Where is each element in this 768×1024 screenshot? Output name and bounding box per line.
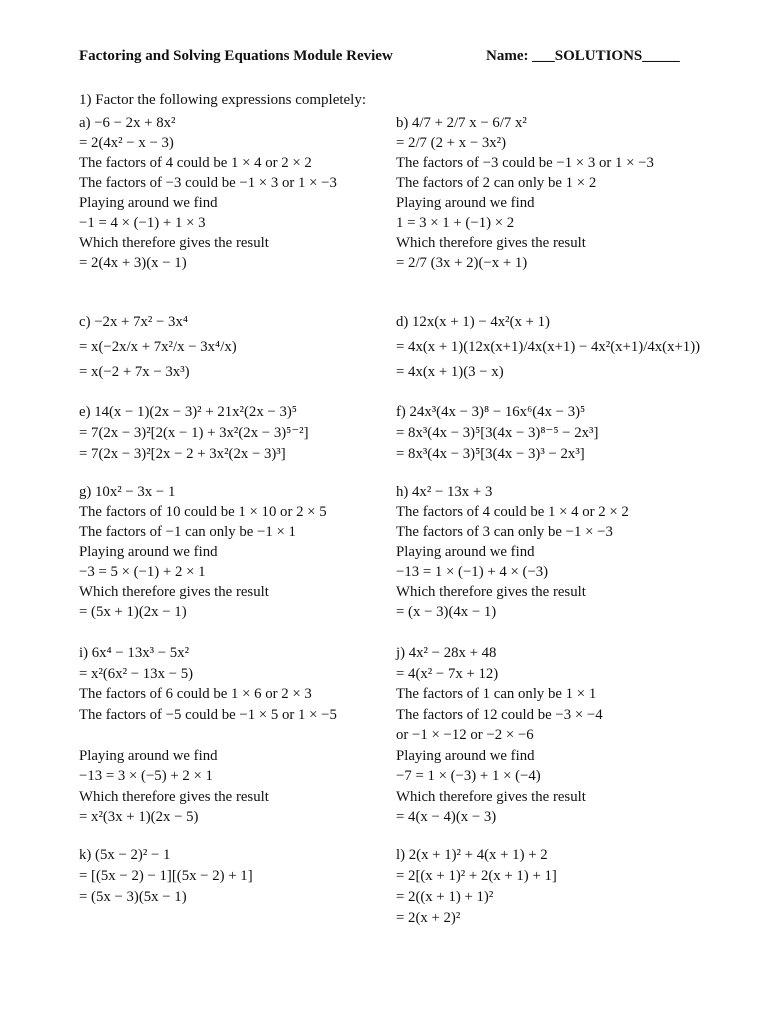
problem-j-line: The factors of 1 can only be 1 × 1	[396, 686, 597, 702]
problem-l-line: = 2[(x + 1)² + 2(x + 1) + 1]	[396, 868, 557, 884]
problem-a-line: a) −6 − 2x + 8x²	[79, 115, 176, 131]
problem-a-line: Which therefore gives the result	[79, 235, 269, 251]
problem-a-line: = 2(4x + 3)(x − 1)	[79, 255, 187, 271]
problem-c-line: = x(−2 + 7x − 3x³)	[79, 364, 190, 380]
problem-b-line: 1 = 3 × 1 + (−1) × 2	[396, 215, 515, 231]
problem-f-line: f) 24x³(4x − 3)⁸ − 16x⁶(4x − 3)⁵	[396, 404, 586, 420]
problem-j-line: Playing around we find	[396, 747, 535, 764]
problem-e-line: e) 14(x − 1)(2x − 3)² + 21x²(2x − 3)⁵	[79, 404, 297, 420]
problem-b-line: = 2/7 (3x + 2)(−x + 1)	[396, 255, 528, 271]
problem-j-line: The factors of 12 could be −3 × −4	[396, 706, 603, 723]
problem-j-line: = 4(x − 4)(x − 3)	[396, 809, 497, 825]
problem-j-line: −7 = 1 × (−3) + 1 × (−4)	[396, 768, 541, 784]
problem-h-line: = (x − 3)(4x − 1)	[396, 604, 497, 620]
problem-b-line: Playing around we find	[396, 195, 535, 211]
problem-g-line: −3 = 5 × (−1) + 2 × 1	[79, 564, 206, 580]
problem-h-line: The factors of 4 could be 1 × 4 or 2 × 2	[396, 504, 629, 520]
problem-j-line: = 4(x² − 7x + 12)	[396, 665, 499, 682]
problem-g-line: g) 10x² − 3x − 1	[79, 484, 176, 500]
problem-a-line: The factors of −3 could be −1 × 3 or 1 × −3	[79, 175, 337, 191]
problem-g-line: = (5x + 1)(2x − 1)	[79, 604, 187, 620]
problem-a-line: The factors of 4 could be 1 × 4 or 2 × 2	[79, 155, 312, 171]
problem-g-line: The factors of −1 can only be −1 × 1	[79, 524, 296, 540]
problem-d-line: = 4x(x + 1)(12x(x+1)/4x(x+1) − 4x²(x+1)/4x(x+1))	[396, 339, 701, 355]
problem-i-line: −13 = 3 × (−5) + 2 × 1	[79, 768, 213, 784]
problem-a-line: = 2(4x² − x − 3)	[79, 135, 174, 151]
problem-i-line: = x²(3x + 1)(2x − 5)	[79, 809, 199, 825]
problem-a-line: Playing around we find	[79, 195, 218, 211]
problem-i-line: Playing around we find	[79, 747, 218, 764]
problem-e-line: = 7(2x − 3)²[2x − 2 + 3x²(2x − 3)³]	[79, 446, 286, 462]
problem-g-line: The factors of 10 could be 1 × 10 or 2 × 5	[79, 504, 327, 520]
problem-h-line: h) 4x² − 13x + 3	[396, 484, 493, 500]
problem-k-line: = [(5x − 2) − 1][(5x − 2) + 1]	[79, 868, 253, 884]
problem-h-line: −13 = 1 × (−1) + 4 × (−3)	[396, 564, 549, 580]
worksheet-title: Factoring and Solving Equations Module Review	[79, 48, 393, 64]
problem-d-line: d) 12x(x + 1) − 4x²(x + 1)	[396, 314, 550, 330]
problem-a-line: −1 = 4 × (−1) + 1 × 3	[79, 215, 206, 231]
problem-j-line: j) 4x² − 28x + 48	[396, 645, 497, 661]
problem-b-line: The factors of 2 can only be 1 × 2	[396, 175, 597, 191]
problem-h-line: Which therefore gives the result	[396, 584, 586, 600]
problem-e-line: = 7(2x − 3)²[2(x − 1) + 3x²(2x − 3)⁵⁻²]	[79, 425, 309, 441]
problem-l-line: = 2((x + 1) + 1)²	[396, 889, 494, 905]
problem-k-line: k) (5x − 2)² − 1	[79, 847, 171, 863]
problem-i-line: Which therefore gives the result	[79, 788, 269, 805]
problem-i-line: The factors of −5 could be −1 × 5 or 1 × −5	[79, 706, 337, 723]
problem-i-line: = x²(6x² − 13x − 5)	[79, 665, 194, 682]
problem-b-line: Which therefore gives the result	[396, 235, 586, 251]
name-field: Name: ___SOLUTIONS_____	[486, 48, 680, 64]
problem-g-line: Playing around we find	[79, 544, 218, 560]
problem-f-line: = 8x³(4x − 3)⁵[3(4x − 3)⁸⁻⁵ − 2x³]	[396, 425, 599, 441]
problem-c-line: = x(−2x/x + 7x²/x − 3x⁴/x)	[79, 339, 237, 355]
problem-j-line: Which therefore gives the result	[396, 788, 586, 805]
problem-f-line: = 8x³(4x − 3)⁵[3(4x − 3)³ − 2x³]	[396, 446, 585, 462]
problem-h-line: Playing around we find	[396, 544, 535, 560]
problem-j-line: or −1 × −12 or −2 × −6	[396, 727, 534, 743]
problem-k-line: = (5x − 3)(5x − 1)	[79, 889, 187, 905]
problem-b-line: = 2/7 (2 + x − 3x²)	[396, 135, 507, 151]
problem-i-line: The factors of 6 could be 1 × 6 or 2 × 3	[79, 686, 312, 702]
problem-b-line: The factors of −3 could be −1 × 3 or 1 × −3	[396, 155, 654, 171]
problem-h-line: The factors of 3 can only be −1 × −3	[396, 524, 613, 540]
problem-l-line: = 2(x + 2)²	[396, 910, 461, 926]
question-instruction: 1) Factor the following expressions completely:	[79, 92, 367, 108]
problem-b-line: b) 4/7 + 2/7 x − 6/7 x²	[396, 115, 527, 131]
problem-i-line: i) 6x⁴ − 13x³ − 5x²	[79, 645, 190, 661]
problem-c-line: c) −2x + 7x² − 3x⁴	[79, 314, 189, 330]
problem-d-line: = 4x(x + 1)(3 − x)	[396, 364, 504, 380]
problem-l-line: l) 2(x + 1)² + 4(x + 1) + 2	[396, 847, 548, 863]
problem-g-line: Which therefore gives the result	[79, 584, 269, 600]
